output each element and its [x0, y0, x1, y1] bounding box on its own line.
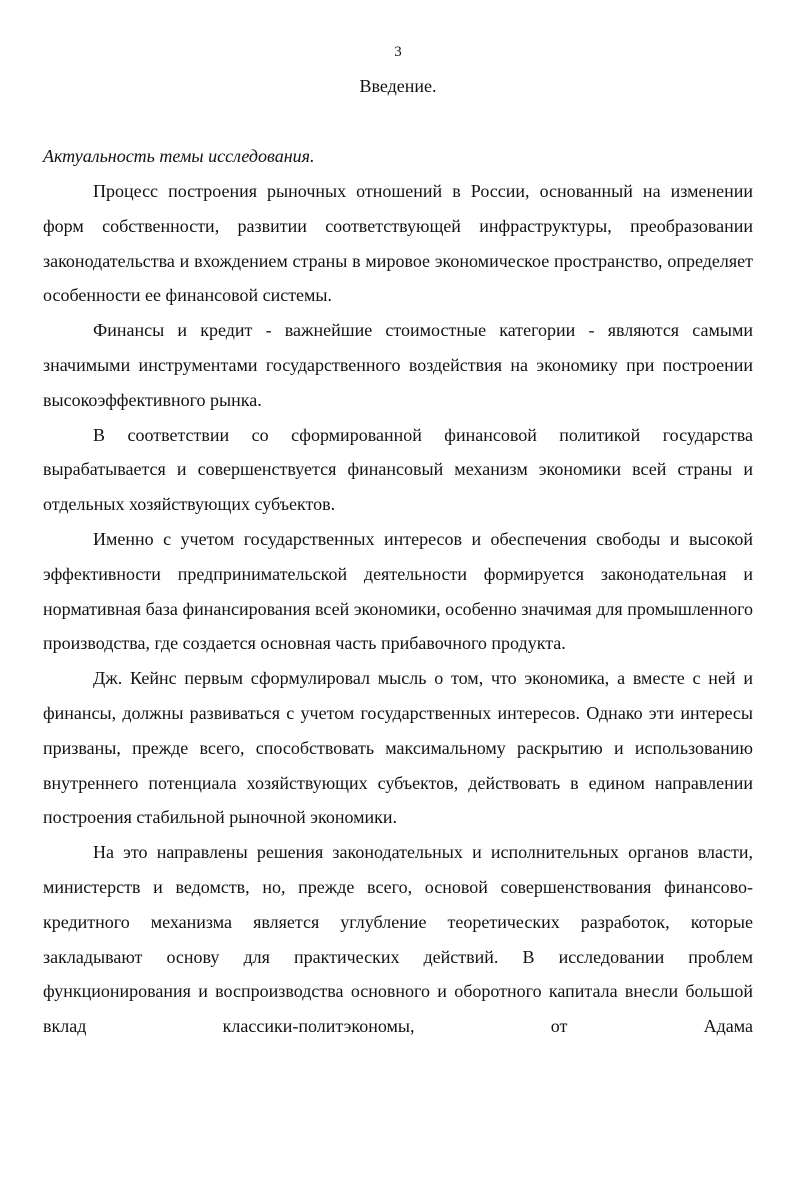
section-heading: Актуальность темы исследования.: [43, 146, 315, 166]
paragraph: Дж. Кейнс первым сформулировал мысль о том, что экономика, а вместе с ней и финансы, должны развиваться с учетом государственных интересов. Однако эти интересы призваны, прежде всего, способствовать максимальному раскрытию и использованию внутреннего потенциала хозяйствующих субъектов, действовать в едином направлении построения стабильной рыночной экономики.: [43, 668, 753, 828]
page-title: Введение.: [359, 76, 437, 96]
paragraph: Процесс построения рыночных отношений в России, основанный на изменении форм собственности, развитии соответствующей инфраструктуры, преобразовании законодательства и вхождением страны в мировое экономическое пространство, определяет особенности ее финансовой системы.: [43, 181, 753, 306]
paragraph: Именно с учетом государственных интересов и обеспечения свободы и высокой эффективности предпринимательской деятельности формируется законодательная и нормативная база финансирования всей экономики, особенно значимая для промышленного производства, где создается основная часть прибавочного продукта.: [43, 528, 753, 654]
paragraph: В соответствии со сформированной финансовой политикой государства вырабатывается и совершенствуется финансовый механизм экономики всей страны и отдельных хозяйствующих субъектов.: [43, 424, 753, 515]
document-body: [43, 174, 753, 1044]
paragraph: На это направлены решения законодательных и исполнительных органов власти, министерств и ведомств, но, прежде всего, основой совершенствования финансово-кредитного механизма является углубление теоретических разработок, которые закладывают основу для практических действий. В исследовании проблем функционирования и воспроизводства основного и оборотного капитала внесли большой вклад классики-политэкономы, от Адама: [43, 842, 753, 1037]
paragraph: Финансы и кредит - важнейшие стоимостные категории - являются самыми значимыми инструментами государственного воздействия на экономику при построении высокоэффективного рынка.: [43, 320, 753, 410]
page-number: 3: [394, 44, 402, 60]
